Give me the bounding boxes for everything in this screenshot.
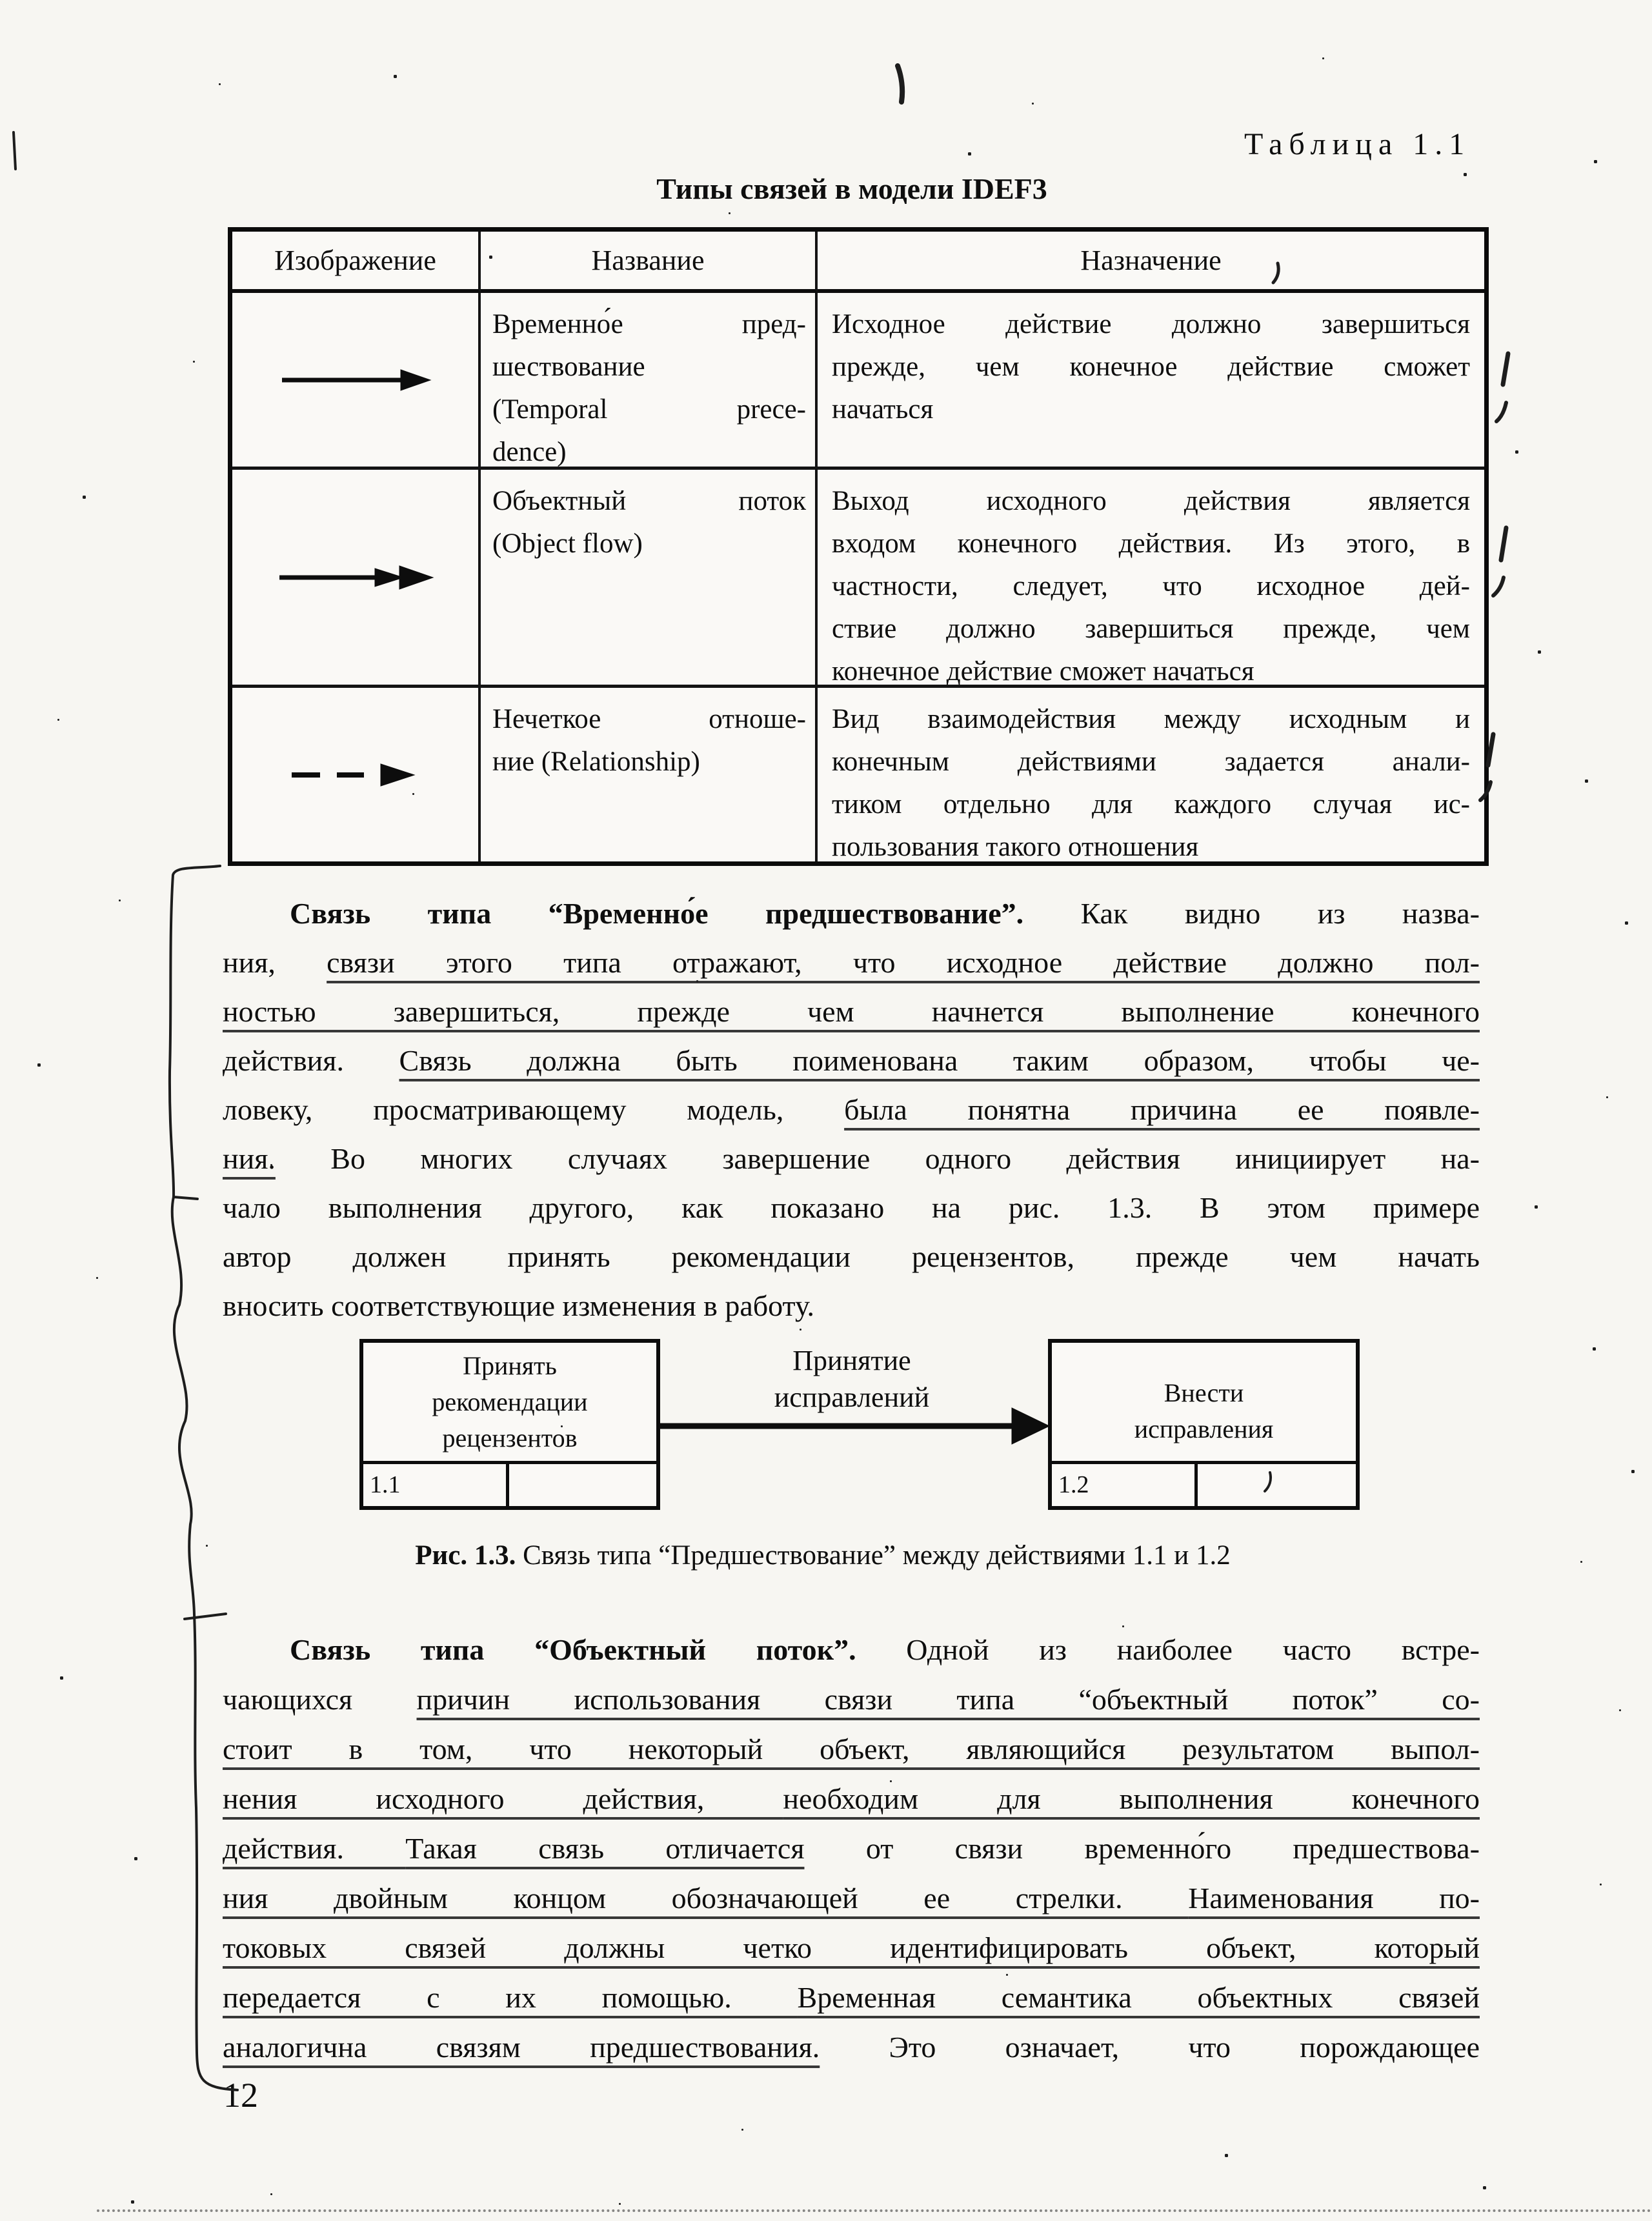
link-name-cell: Нечеткое отноше- ние (Relationship) [481,688,818,861]
column-header-purpose: Назначение [818,232,1484,293]
table-title: Типы связей в модели IDEF3 [656,172,1047,205]
relationship-dashed-arrow-icon [288,759,423,790]
table-row [232,470,481,688]
table-number-label: Таблица 1.1 [1244,127,1471,161]
idef3-link-types-table [228,227,1489,866]
link-purpose-cell: Вид взаимодействия между исходным и конечным действиями задается анали- тиком отдельно для каждого случая ис- пользования такого отношения [832,704,1470,861]
object-flow-double-arrow-icon [277,562,434,593]
scan-noise-specks [0,0,1,1]
figure-activity-box-1-2 [1048,1339,1360,1510]
activity-id-empty-cell [1198,1464,1356,1506]
activity-box-label: Внести исправления [1134,1378,1274,1443]
column-header-image: Изображение [232,232,481,293]
table-row [232,688,481,861]
activity-box-id-strip [1052,1461,1356,1506]
scan-bottom-edge [97,2209,1652,2212]
link-purpose-cell: Исходное действие должно завершиться прежде, чем конечное действие сможет начаться [818,293,1484,470]
page-number: 12 [223,2076,258,2115]
link-label: Принятие исправлений [774,1345,930,1413]
activity-box-id-strip [363,1461,656,1506]
link-name-cell: Временно́е пред- шествование (Temporal prece- dence) [481,293,818,470]
activity-id-empty-cell [509,1464,656,1506]
activity-id: 1.1 [363,1464,509,1506]
link-purpose-cell: Выход исходного действия является входом конечного действия. Из этого, в частности, следует, что исходное дей- ствие должно завершиться прежде, чем конечное действие сможет начаться [818,470,1484,688]
table-row [232,293,481,470]
column-header-name: Название [481,232,818,293]
activity-id: 1.2 [1052,1464,1198,1506]
paragraph-object-flow: Связь типа “Объектный поток”. Одной из наиболее часто встре- чающихся причин использования связи типа “объектный поток” со- стоит в том, что некоторый объект, являющийся результатом выпол- нения исходного действия, необходим для выполнения конечного действия. Такая связь отличается от связи временно́го предшествова- ния двойным концом обозначающей ее стрелки. Наименования по- токовых связей должны четко идентифицировать объект, который передается с их помощью. Временная семантика объектных связей аналогична связям предшествования. Это означает, что порождающее [223,1633,1480,2064]
paragraph-temporal-precedence: Связь типа “Временно́е предшествование”. Как видно из назва- ния, связи этого типа отражают, что исходное действие должно пол- ностью завершиться, прежде чем начнется выполнение конечного действия. Связь должна быть поименована таким образом, чтобы че- ловеку, просматривающему модель, была понятна причина ее появле- ния. Во многих случаях завершение одного действия инициирует на- чало выполнения другого, как показано на рис. 1.3. В этом примере автор должен принять рекомендации рецензентов, прежде чем начать вносить соответствующие изменения в работу. [223,897,1480,1322]
temporal-precedence-arrow-icon [278,365,433,396]
link-name-cell: Объектный поток (Object flow) [481,470,818,688]
figure-caption: Рис. 1.3. Связь типа “Предшествование” между действиями 1.1 и 1.2 [415,1540,1231,1571]
activity-box-label: Принять рекомендации рецензентов [432,1351,588,1452]
figure-activity-box-1-1 [359,1339,660,1510]
